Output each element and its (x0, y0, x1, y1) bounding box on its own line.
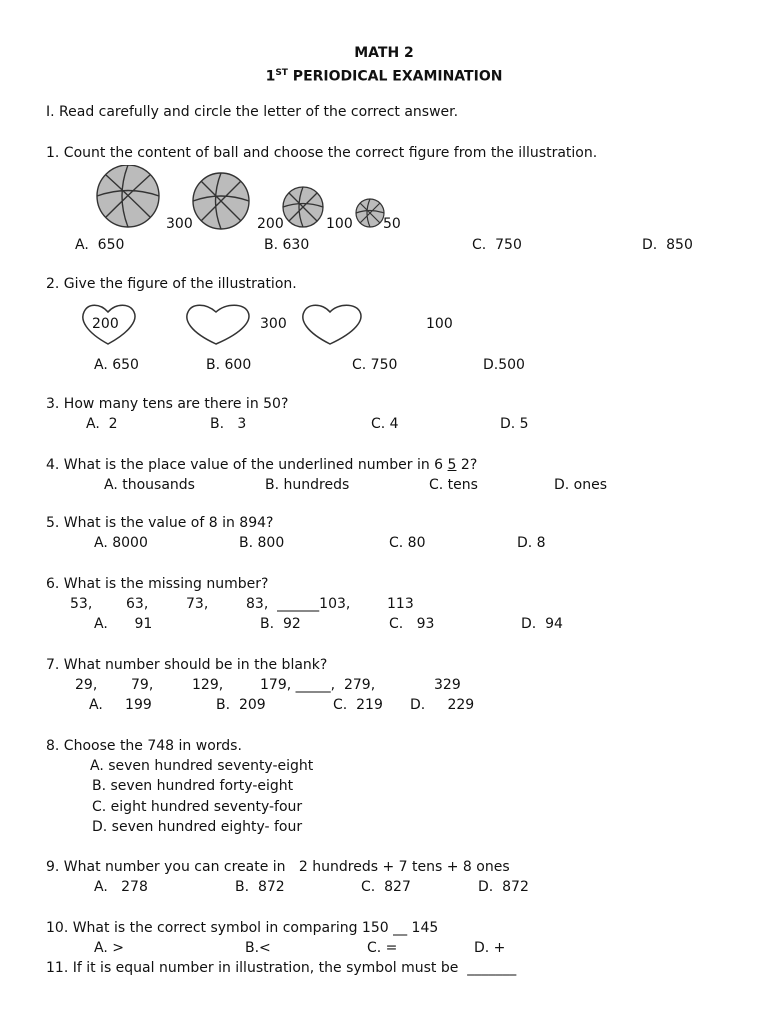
q11-question: 11. If it is equal number in illustration, the symbol must be _______ (46, 960, 517, 976)
q1-choice-c: C. 750 (472, 237, 522, 253)
q3-choice-b: B. 3 (210, 416, 247, 432)
ball-label: 50 (383, 216, 401, 232)
heart-icon (303, 305, 361, 344)
q2-choice-a: A. 650 (94, 357, 139, 373)
basketball-icon (283, 187, 323, 227)
q10-choice-a: A. > (94, 940, 124, 956)
q6-choice-d: D. 94 (521, 616, 563, 632)
q6-sequence-item: 83, ______103, (246, 596, 351, 612)
q9-choice-d: D. 872 (478, 879, 529, 895)
q3-choice-c: C. 4 (371, 416, 399, 432)
q10-choice-d: D. + (474, 940, 506, 956)
q6-question: 6. What is the missing number? (46, 576, 269, 592)
q4-underlined-digit: 5 (447, 457, 457, 473)
q6-sequence-item: 53, (70, 596, 93, 612)
q5-choice-c: C. 80 (389, 535, 426, 551)
q2-choice-d: D.500 (483, 357, 525, 373)
q1-choice-b: B. 630 (264, 237, 310, 253)
basketball-icon (193, 173, 249, 229)
q8-choice-c: C. eight hundred seventy-four (92, 799, 303, 815)
q5-choice-d: D. 8 (517, 535, 546, 551)
q8-choice-d: D. seven hundred eighty- four (92, 819, 303, 835)
q9-question: 9. What number you can create in 2 hundreds + 7 tens + 8 ones (46, 859, 510, 875)
heart-label: 300 (260, 316, 287, 332)
q3-question: 3. How many tens are there in 50? (46, 396, 289, 412)
q4-choice-d: D. ones (554, 477, 608, 493)
q7-choice-c: C. 219 (333, 697, 383, 713)
q6-choice-b: B. 92 (260, 616, 301, 632)
q9-choice-c: C. 827 (361, 879, 411, 895)
q2-choice-b: B. 600 (206, 357, 252, 373)
q5-choice-b: B. 800 (239, 535, 285, 551)
exam-title (0, 65, 768, 85)
q1-choice-a: A. 650 (75, 237, 125, 253)
q4-choice-c: C. tens (429, 477, 478, 493)
q3-choice-a: A. 2 (86, 416, 118, 432)
exam-title-text: PERIODICAL EXAMINATION (287, 68, 503, 85)
q9-choice-b: B. 872 (235, 879, 285, 895)
q2-choice-c: C. 750 (352, 357, 398, 373)
q8-choice-a: A. seven hundred seventy-eight (90, 758, 314, 774)
basketball-icon (97, 165, 159, 227)
q4-question-text: 4. What is the place value of the underlined number in 6 (46, 457, 448, 473)
q7-choice-a: A. 199 (89, 697, 152, 713)
q7-sequence-item: 179, _____, 279, (260, 677, 376, 693)
q7-sequence-item: 129, (192, 677, 224, 693)
q9-choice-a: A. 278 (94, 879, 148, 895)
q7-choice-b: B. 209 (216, 697, 266, 713)
q4-choice-a: A. thousands (104, 477, 195, 493)
q7-choice-d: D. 229 (410, 697, 475, 713)
heart-label: 100 (426, 316, 453, 332)
exam-title-number: 1 (265, 68, 276, 85)
exam-subject: MATH 2 (354, 45, 414, 61)
q1-choice-d: D. 850 (642, 237, 693, 253)
q7-sequence-item: 79, (131, 677, 154, 693)
q3-choice-d: D. 5 (500, 416, 529, 432)
q10-choice-c: C. = (367, 940, 398, 956)
ball-label: 300 (166, 216, 193, 232)
q10-choice-b: B.< (245, 940, 271, 956)
basketball-icon (356, 199, 384, 227)
heart-label: 200 (92, 316, 119, 332)
q6-choice-a: A. 91 (94, 616, 153, 632)
heart-illustration (78, 300, 368, 350)
q7-sequence-item: 329 (434, 677, 461, 693)
heart-icon (187, 305, 249, 344)
ball-label: 200 (257, 216, 284, 232)
q10-question: 10. What is the correct symbol in comparing 150 __ 145 (46, 920, 439, 936)
q4-question (46, 457, 477, 473)
q5-choice-a: A. 8000 (94, 535, 148, 551)
q5-question: 5. What is the value of 8 in 894? (46, 515, 274, 531)
q6-choice-c: C. 93 (389, 616, 435, 632)
ball-label: 100 (326, 216, 353, 232)
exam-title-superscript: ST (275, 68, 288, 78)
q2-question: 2. Give the figure of the illustration. (46, 276, 297, 292)
q6-sequence-item: 113 (387, 596, 414, 612)
basketball-illustration (94, 165, 414, 235)
q7-sequence-item: 29, (75, 677, 98, 693)
q7-question: 7. What number should be in the blank? (46, 657, 328, 673)
q1-question: 1. Count the content of ball and choose the correct figure from the illustration. (46, 145, 598, 161)
q6-sequence-item: 63, (126, 596, 149, 612)
instructions: I. Read carefully and circle the letter of the correct answer. (46, 104, 459, 120)
q4-question-end: 2? (456, 457, 478, 473)
q8-question: 8. Choose the 748 in words. (46, 738, 242, 754)
q4-choice-b: B. hundreds (265, 477, 350, 493)
q6-sequence-item: 73, (186, 596, 209, 612)
q8-choice-b: B. seven hundred forty-eight (92, 778, 294, 794)
